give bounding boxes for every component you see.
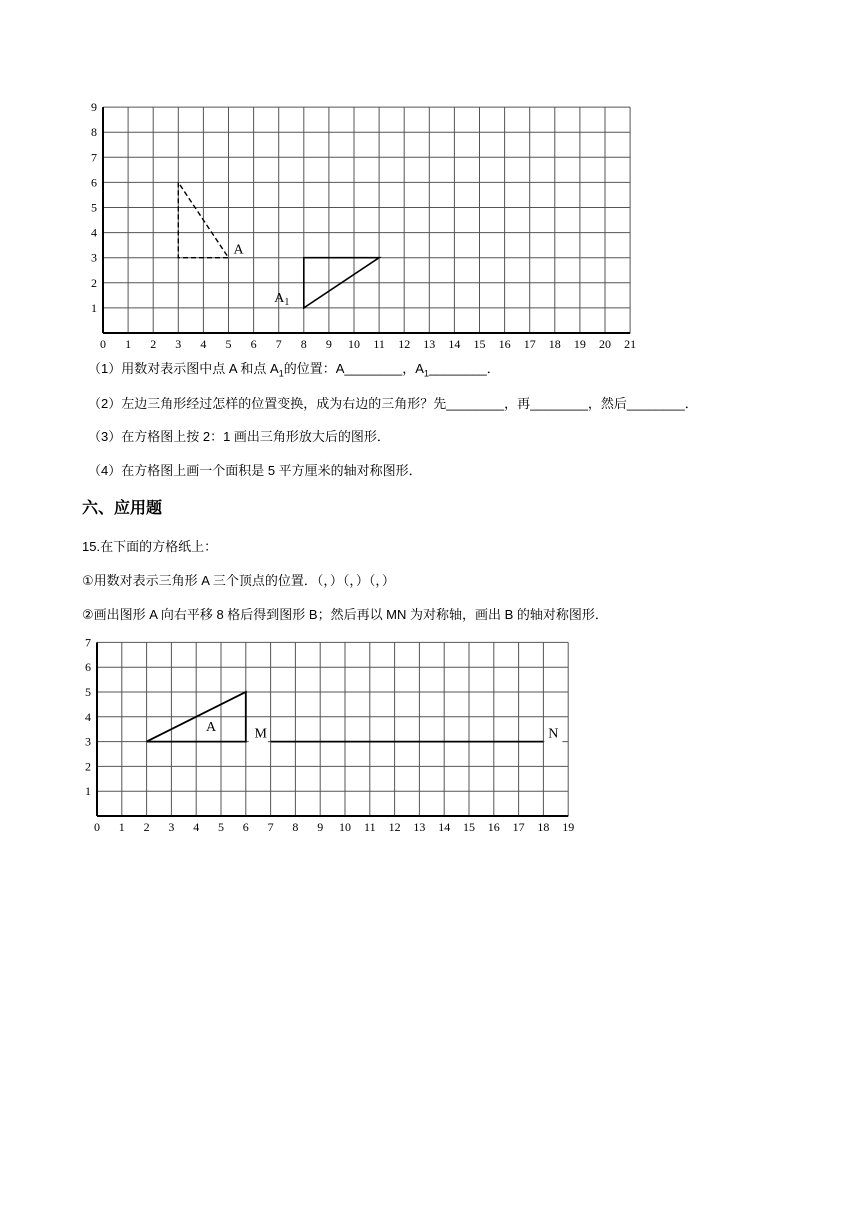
y-tick-label: 4 — [85, 709, 91, 724]
x-tick-label: 11 — [373, 337, 385, 351]
x-tick-label: 7 — [275, 337, 282, 351]
x-tick-label: 20 — [599, 337, 611, 351]
x-tick-label: 4 — [193, 820, 200, 834]
x-tick-label: 4 — [200, 337, 207, 351]
x-tick-label: 14 — [438, 820, 451, 834]
x-tick-label: 17 — [523, 337, 536, 351]
x-tick-label: 6 — [250, 337, 257, 351]
x-tick-label: 19 — [562, 820, 575, 834]
x-tick-label: 0 — [94, 820, 100, 834]
x-tick-label: 15 — [473, 337, 486, 351]
x-tick-label: 10 — [348, 337, 360, 351]
problem-15-item-2: ②画出图形 A 向右平移 8 格后得到图形 B；然后再以 MN 为对称轴，画出 B 的轴对称图形． — [82, 607, 608, 622]
x-tick-label: 1 — [125, 337, 132, 351]
y-tick-label: 4 — [91, 225, 97, 240]
y-tick-label: 3 — [91, 250, 97, 265]
y-tick-label: 5 — [85, 685, 91, 699]
y-tick-label: 2 — [91, 275, 97, 290]
question-3: （3）在方格图上按 2：1 画出三角形放大后的图形． — [88, 429, 390, 444]
y-tick-label: 7 — [91, 150, 97, 165]
x-tick-label: 13 — [413, 820, 426, 834]
y-tick-label: 6 — [85, 660, 91, 675]
x-tick-label: 13 — [423, 337, 436, 351]
x-tick-label: 15 — [463, 820, 475, 834]
x-tick-label: 10 — [339, 820, 351, 834]
x-tick-label: 8 — [292, 820, 299, 834]
point-label-a1: $A_1$ — [274, 290, 290, 308]
triangle-label-a: A — [206, 720, 217, 736]
point-label-n: N — [548, 726, 559, 742]
problem-15-intro: 15.在下面的方格纸上： — [82, 539, 218, 554]
y-tick-label: 5 — [91, 200, 97, 215]
x-tick-label: 7 — [267, 820, 274, 834]
x-tick-label: 16 — [487, 820, 500, 834]
x-tick-label: 17 — [512, 820, 525, 834]
x-tick-label: 12 — [388, 820, 401, 834]
question-2: （2）左边三角形经过怎样的位置变换，成为右边的三角形？先________，再________，然后________． — [88, 396, 698, 411]
y-tick-label: 3 — [85, 734, 91, 749]
y-tick-label: 8 — [91, 125, 97, 140]
point-label-a: A — [233, 242, 244, 258]
y-tick-label: 2 — [85, 759, 91, 774]
y-tick-label: 1 — [85, 784, 91, 799]
x-tick-label: 21 — [624, 337, 637, 351]
x-tick-label: 9 — [317, 820, 324, 834]
x-tick-label: 0 — [100, 337, 106, 351]
point-label-m: M — [254, 726, 267, 742]
x-tick-label: 8 — [300, 337, 307, 351]
y-tick-label: 7 — [85, 635, 91, 650]
x-tick-label: 12 — [398, 337, 411, 351]
y-tick-label: 1 — [91, 300, 97, 315]
x-tick-label: 6 — [242, 820, 249, 834]
x-tick-label: 5 — [225, 337, 232, 351]
x-tick-label: 18 — [537, 820, 550, 834]
x-tick-label: 16 — [498, 337, 511, 351]
x-tick-label: 11 — [364, 820, 376, 834]
question-4: （4）在方格图上画一个面积是 5 平方厘米的轴对称图形． — [88, 463, 422, 478]
x-tick-label: 9 — [325, 337, 332, 351]
y-tick-label: 6 — [91, 175, 97, 190]
problem-15-item-1: ①用数对表示三角形 A 三个顶点的位置．（，）（，）（，） — [82, 573, 395, 588]
x-tick-label: 3 — [175, 337, 182, 351]
x-tick-label: 2 — [150, 337, 157, 351]
x-tick-label: 2 — [143, 820, 150, 834]
x-tick-label: 18 — [548, 337, 561, 351]
question-1: （1）用数对表示图中点 A 和点 $A_1$的位置：A________，$A_1\_\_\_\_\_\_\_\_$． — [88, 361, 500, 379]
x-tick-label: 14 — [448, 337, 461, 351]
x-tick-label: 19 — [573, 337, 586, 351]
x-tick-label: 1 — [118, 820, 125, 834]
x-tick-label: 5 — [218, 820, 224, 834]
section-title: 六、应用题 — [82, 500, 163, 517]
x-tick-label: 3 — [168, 820, 175, 834]
y-tick-label: 9 — [91, 100, 97, 115]
